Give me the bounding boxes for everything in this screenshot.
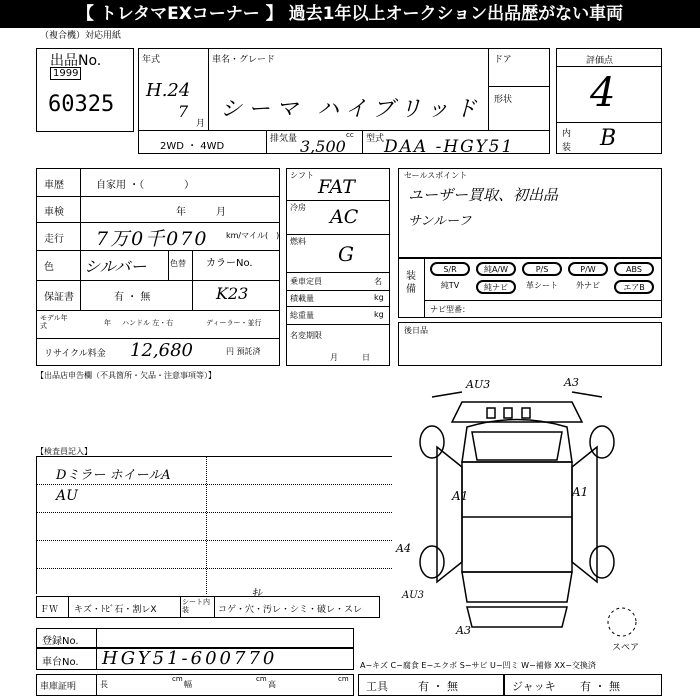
jack-label: ジャッキ [512,680,556,693]
weight-unit: kg [374,310,384,319]
damage-mark-a1-right: A1 [572,485,589,499]
model-year-unit: 年 [104,319,111,327]
garage-cert-label: 車庫証明 [40,682,77,692]
registration-row [36,628,354,648]
chassis-value: HGY51-600770 [102,648,278,669]
mileage-unit: km/マイル( ) [226,231,280,240]
dealer-label: ディーラー・並行 [206,319,262,327]
damage-mark-a4: A4 [396,542,411,555]
spare-label: スペア [612,643,640,653]
damage-mark-a1-left: A1 [452,489,469,503]
equipment-item: P/S [522,262,562,276]
car-diagram [392,372,642,652]
name-label: 車名・グレード [212,55,276,65]
color-change: 色替 [170,259,186,268]
load-unit: kg [374,293,384,302]
model-label: 型式 [366,134,385,144]
height-unit: cm [338,675,349,683]
seat-note: ｷﾚ [252,588,262,599]
drive-label: 2WD ・ 4WD [160,141,225,152]
registration-label: 登録No. [42,636,79,647]
equipment-item: P/W [568,262,608,276]
inspector-line-2: AU [56,488,78,504]
width-label: 幅 [184,680,192,689]
damage-mark-a3-front: A3 [564,376,579,389]
change-unit: 月 日 [330,353,370,362]
retrofit-box [398,322,662,366]
displacement-label: 排気量 [270,134,298,144]
lot-number: 60325 [48,92,115,117]
equipment-item: 外ナビ [576,281,600,290]
interior-value: B [600,126,617,151]
recycle-label: リサイクル料金 [44,349,106,359]
color-value: シルバー [84,257,147,276]
cc-unit: cc [346,131,354,139]
usage-label: 車歴 [44,180,64,191]
door-label: ドア [494,55,512,65]
month-label: 月 [196,119,206,129]
model-year-label: モデル年式 [40,314,68,330]
year-value: H.24 [146,80,191,101]
length-unit: cm [172,675,183,683]
capacity-label: 乗車定員 [290,277,322,286]
load-label: 積載量 [290,294,314,303]
displacement-value: 3,500 [300,137,346,156]
year-label: 年式 [142,55,161,65]
recycle-unit: 円 預託済 [226,347,261,356]
ac-value: AC [330,206,359,228]
sales-label: セールスポイント [404,171,468,180]
equipment-item: 純A/W [476,262,516,276]
color-code-label: カラーNo. [206,258,253,269]
lot-year-box: 1999 [50,67,81,80]
damage-legend: A−キズ C−腐食 E−エクボ S−サビ U−凹ミ W−補修 XX−交換済 [360,661,596,670]
name-value: シーマ ハイブリッド [220,97,483,122]
equipment-item: 純TV [440,281,460,290]
fw-text: キズ・ﾄﾋﾞ石・割レX [74,605,157,615]
month-value: 7 [178,102,189,121]
sales-line-2: サンルーフ [408,214,472,229]
equipment-item: 革シート [526,281,558,290]
shape-label: 形状 [494,95,513,105]
seat-text: コゲ・穴・汚レ・シミ・破レ・スレ [218,605,363,615]
title-banner: 【 トレタマEXコーナー 】 過去1年以上オークション出品歴がない車両 [0,0,700,28]
warranty-value: 有 ・ 無 [114,292,151,303]
equipment-item: S/R [430,262,470,276]
width-unit: cm [256,675,267,683]
change-label: 名変期限 [290,331,322,340]
color-label: 色 [44,262,54,273]
length-label: 長 [100,680,108,689]
jack-value: 有 ・ 無 [580,680,620,693]
inspection-label: 車検 [44,207,64,218]
weight-label: 総重量 [290,311,314,320]
fuel-label: 燃料 [290,237,306,246]
model-value: DAA -HGY51 [384,137,515,157]
handle-label: ハンドル 左・右 [122,319,174,327]
fuel-value: G [338,242,354,266]
inspection-units: 年 月 [176,207,226,218]
mileage-label: 走行 [44,234,64,245]
score-value: 4 [590,70,616,116]
seller-notes-label: 【出品店申告欄（不具箇所・欠品・注意事項等）】 [36,371,216,380]
usage-value: 自家用 ・（ ） [96,180,195,191]
equipment-item: エアB [614,280,654,294]
tools-label: 工具 [366,680,388,693]
mileage-value: 7万0千070 [96,228,209,250]
equipment-item: ABS [614,262,654,276]
color-code-value: K23 [216,284,249,303]
equipment-item: 純ナビ [476,280,516,294]
damage-mark-au3-front: AU3 [466,378,491,391]
retrofit-label: 後日品 [404,326,428,335]
equipment-label: 装備 [406,271,416,295]
ac-label: 冷房 [290,203,306,212]
inspector-label: 【検査員記入】 [36,447,92,456]
fw-label: ＦＷ [40,605,59,615]
garage-cert-row [36,674,354,696]
inspector-line-1: Dミラー ホイールA [56,468,171,483]
damage-mark-au3-rear: AU3 [402,590,425,601]
recycle-value: 12,680 [130,340,193,361]
damage-mark-a3-rear: A3 [456,624,471,637]
tools-value: 有 ・ 無 [418,680,458,693]
shift-value: FAT [318,176,355,198]
interior-label-1: 内 [562,129,572,139]
form-subheader: （複合機）対応用紙 [40,31,122,41]
height-label: 高 [268,680,276,689]
shift-label: シフト [290,171,314,180]
lot-label: 出品No. [50,53,102,69]
interior-label-2: 装 [562,143,572,153]
seat-label: シート内装 [182,598,210,614]
capacity-unit: 名 [374,277,382,286]
warranty-label: 保証書 [44,292,74,303]
chassis-label: 車台No. [42,657,79,668]
sales-line-1: ユーザー買取、初出品 [408,186,559,204]
score-label: 評価点 [586,56,614,66]
navi-label: ナビ型番： [430,305,470,314]
